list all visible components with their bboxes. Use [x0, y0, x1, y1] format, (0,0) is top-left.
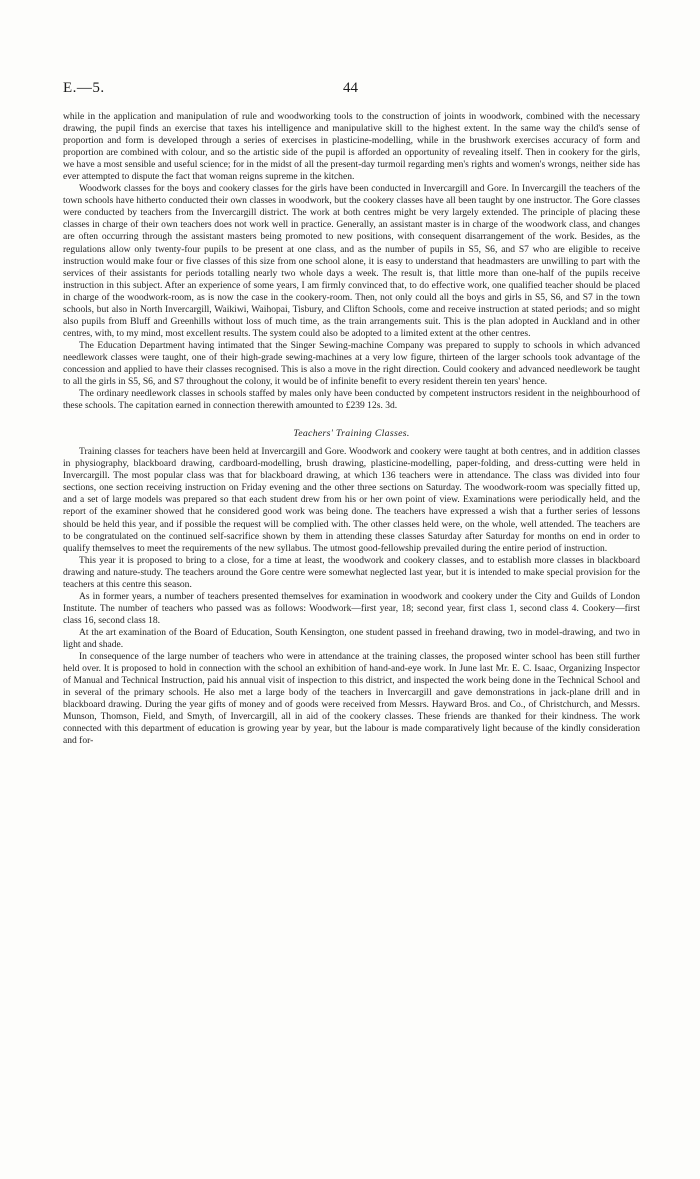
paragraph: As in former years, a number of teachers presented themselves for examination in woodwork and cookery under the City and Guilds of London Institute. The number of teachers who passed was as follows: Woodwork—first year, 18; second year, first class 1, second class 4. Cookery—first class 16, second class 18.: [63, 590, 640, 626]
body-text: [63, 111, 640, 747]
paragraph: In consequence of the large number of teachers who were in attendance at the training classes, the proposed winter school has been still further held over. It is proposed to hold in connection with the school an exhibition of hand-and-eye work. In June last Mr. E. C. Isaac, Organizing Inspector of Manual and Technical Instruction, paid his annual visit of inspection to this district, and inspected the work being done in the Technical School and in several of the primary schools. He also met a large body of the teachers in Invercargill and gave demonstrations in jack-plane drill and in blackboard drawing. During the year gifts of money and of goods were received from Messrs. Hayward Bros. and Co., of Christchurch, and Messrs. Munson, Thomson, Field, and Smyth, of Invercargill, all in aid of the cookery classes. These friends are thanked for their kindness. The work connected with this department of education is growing year by year, but the labour is made comparatively light because of the kindly consideration and for-: [63, 651, 640, 747]
paragraph: while in the application and manipulation of rule and woodworking tools to the construction of joints in woodwork, combined with the necessary drawing, the pupil finds an exercise that taxes his intelligence and manipulative skill to the highest extent. In the same way the child's sense of proportion and form is developed through a series of exercises in plasticine-modelling, while in the brushwork exercises accuracy of form and proportion are combined with colour, and so the artistic side of the pupil is afforded an opportunity of revealing itself. Then in cookery for the girls, we have a most sensible and useful science; for in the midst of all the present-day turmoil regarding men's rights and women's wrongs, neither side has ever attempted to dispute the fact that woman reigns supreme in the kitchen.: [63, 111, 640, 183]
section-heading: Teachers' Training Classes.: [293, 428, 410, 440]
paragraph: The ordinary needlework classes in schools staffed by males only have been conducted by competent instructors resident in the neighbourhood of these schools. The capitation earned in connection therewith amounted to £239 12s. 3d.: [63, 388, 640, 412]
paragraph: At the art examination of the Board of Education, South Kensington, one student passed in freehand drawing, two in model-drawing, and two in light and shade.: [63, 626, 640, 650]
page-header: [63, 80, 638, 104]
document-reference: E.—5.: [63, 80, 105, 96]
paragraph: This year it is proposed to bring to a close, for a time at least, the woodwork and cookery classes, and to establish more classes in blackboard drawing and nature-study. The teachers around the Gore centre were somewhat neglected last year, but it is intended to make special provision for the teachers at this centre this season.: [63, 554, 640, 590]
paragraph: The Education Department having intimated that the Singer Sewing-machine Company was prepared to supply to schools in which advanced needlework classes were taught, one of their high-grade sewing-machines at a very low figure, thirteen of the larger schools took advantage of the concession and applied to have their classes recognised. This is also a move in the right direction. Could cookery and advanced needlework be taught to all the girls in S5, S6, and S7 throughout the colony, it would be of infinite benefit to every resident therein ten years' hence.: [63, 339, 640, 388]
paragraph: Woodwork classes for the boys and cookery classes for the girls have been conducted in Invercargill and Gore. In Invercargill the teachers of the town schools have hitherto conducted their own classes in woodwork, but the cookery classes have all been taught by one instructor. The Gore classes were conducted by teachers from the Invercargill district. The work at both centres might be very largely extended. The principle of placing these classes in charge of their own teachers does not work well in practice. Generally, an assistant master is in charge of the woodwork class, and changes are often occurring through the assistant masters being promoted to new positions, with consequent disarrangement of the work. Besides, as the regulations allow only twenty-four pupils to be present at one class, and as the number of pupils in S5, S6, and S7 who are eligible to receive instruction would make four or five classes of this size from one school alone, it is easy to understand that headmasters are unwilling to part with the services of their assistants for periods totalling nearly two whole days a week. The result is, that little more than one-half of the pupils receive instruction in this subject. After an experience of some years, I am firmly convinced that, to do effective work, one qualified teacher should be placed in charge of the woodwork-room, as is now the case in the cookery-room. Then, not only could all the boys and girls in S5, S6, and S7 in the town schools, but also in North Invercargill, Waikiwi, Waihopai, Tisbury, and Clifton Schools, come and receive instruction at stated periods; and so might also pupils from Bluff and Greenhills without loss of much time, as the train arrangements suit. This is the plan adopted in Auckland and in other centres, with, to my mind, most excellent results. The system could also be adopted to a limited extent at the other centres.: [63, 183, 640, 339]
paragraph: Training classes for teachers have been held at Invercargill and Gore. Woodwork and cookery were taught at both centres, and in addition classes in physiography, blackboard drawing, cardboard-modelling, brush drawing, plasticine-modelling, paper-folding, and dress-cutting were held in Invercargill. The most popular class was that for blackboard drawing, at which 136 teachers were in attendance. The class was divided into four sections, one section receiving instruction on Friday evening and the other three sections on Saturday. The woodwork-room was specially fitted up, and a set of large models was prepared so that each student drew from his or her own point of view. Examinations were periodically held, and the report of the examiner showed that he considered good work was being done. The teachers have expressed a wish that a further series of lessons should be held this year, and if possible the request will be complied with. The other classes held were, on the whole, well attended. The teachers are to be congratulated on the continued self-sacrifice shown by them in attending these classes Saturday after Saturday for months on end in order to qualify themselves to meet the requirements of the new syllabus. The utmost good-fellowship prevailed during the entire period of instruction.: [63, 446, 640, 554]
page-number: 44: [343, 80, 358, 96]
